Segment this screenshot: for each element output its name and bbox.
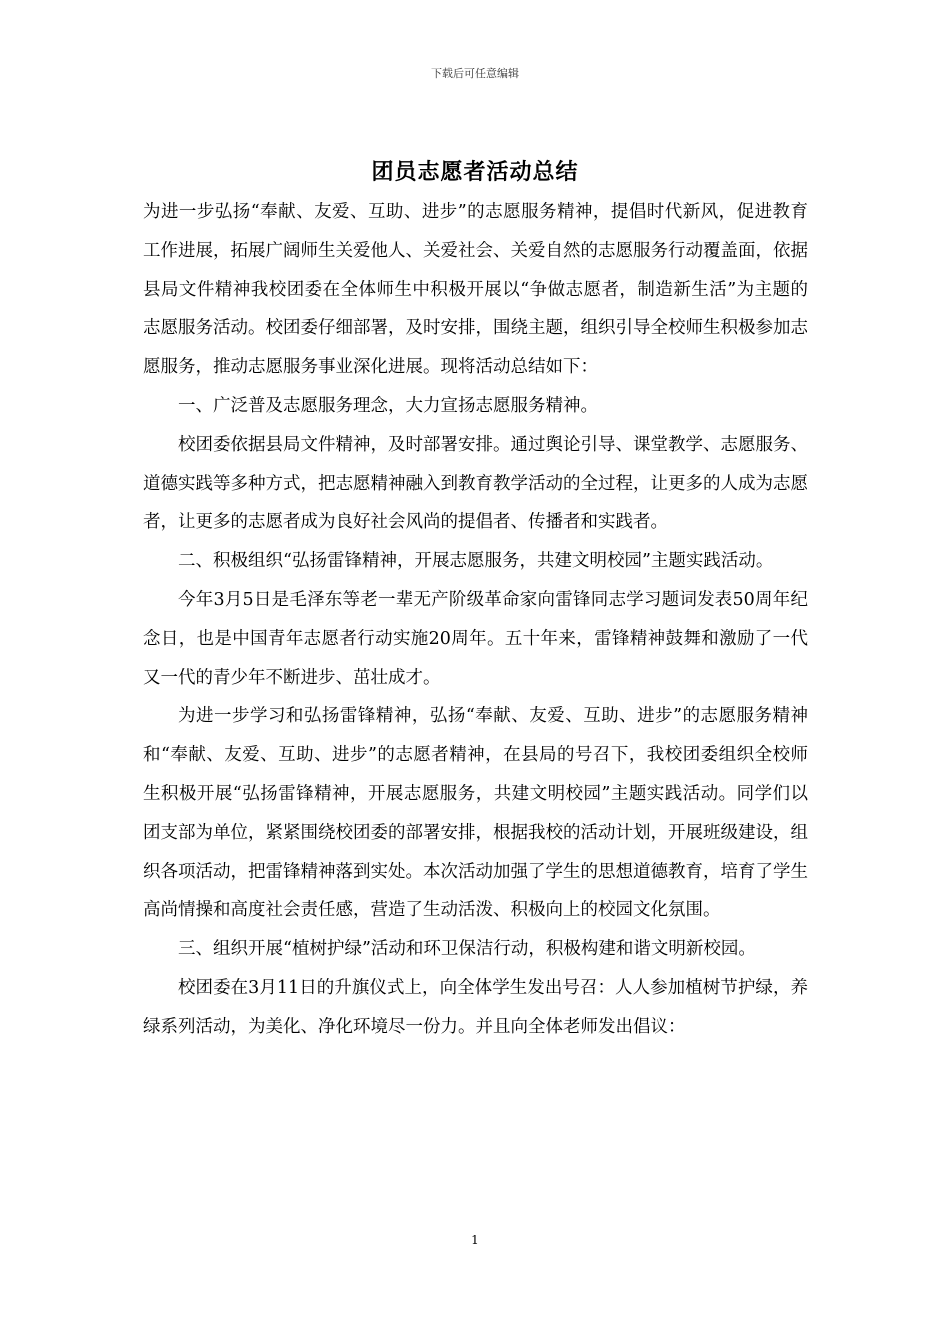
paragraph-1: 校团委依据县局文件精神，及时部署安排。通过舆论引导、课堂教学、志愿服务、道德实践等多种方式，把志愿精神融入到教育教学活动的全过程，让更多的人成为志愿者，让更多的志愿者成为良好社会风尚的提倡者、传播者和实践者。 [143, 434, 808, 533]
page-number: 1 [471, 1233, 479, 1247]
document-body [143, 193, 808, 1047]
paragraph-intro: 为进一步弘扬“奉献、友爱、互助、进步”的志愿服务精神，提倡时代新风，促进教育工作进展，拓展广阔师生关爱他人、关爱社会、关爱自然的志愿服务行动覆盖面，依据县局文件精神我校团委在全体师生中积极开展以“争做志愿者，制造新生活”为主题的志愿服务活动。校团委仔细部署，及时安排，围绕主题，组织引导全校师生积极参加志愿服务，推动志愿服务事业深化进展。现将活动总结如下： [143, 202, 808, 378]
paragraph-2b: 为进一步学习和弘扬雷锋精神，弘扬“奉献、友爱、互助、进步”的志愿服务精神和“奉献、友爱、互助、进步”的志愿者精神，在县局的号召下，我校团委组织全校师生积极开展“弘扬雷锋精神，开展志愿服务，共建文明校园”主题实践活动。同学们以团支部为单位，紧紧围绕校团委的部署安排，根据我校的活动计划，开展班级建设，组织各项活动，把雷锋精神落到实处。本次活动加强了学生的思想道德教育，培育了学生高尚情操和高度社会责任感，营造了生动活泼、积极向上的校园文化氛围。 [143, 706, 808, 921]
paragraph-3: 校团委在3月11日的升旗仪式上，向全体学生发出号召：人人参加植树节护绿，养绿系列活动，为美化、净化环境尽一份力。并且向全体老师发出倡议： [143, 977, 808, 1037]
section-heading-3: 三、组织开展“植树护绿”活动和环卫保洁行动，积极构建和谐文明新校园。 [178, 939, 756, 960]
paragraph-2a: 今年3月5日是毛泽东等老一辈无产阶级革命家向雷锋同志学习题词发表50周年纪念日，也是中国青年志愿者行动实施20周年。五十年来，雷锋精神鼓舞和激励了一代又一代的青少年不断进步、茁壮成才。 [143, 589, 808, 688]
section-heading-1: 一、广泛普及志愿服务理念，大力宣扬志愿服务精神。 [178, 395, 598, 416]
document-title: 团员志愿者活动总结 [371, 159, 579, 185]
header-note: 下载后可任意编辑 [431, 67, 519, 80]
section-heading-2: 二、积极组织“弘扬雷锋精神，开展志愿服务，共建文明校园”主题实践活动。 [178, 551, 774, 572]
